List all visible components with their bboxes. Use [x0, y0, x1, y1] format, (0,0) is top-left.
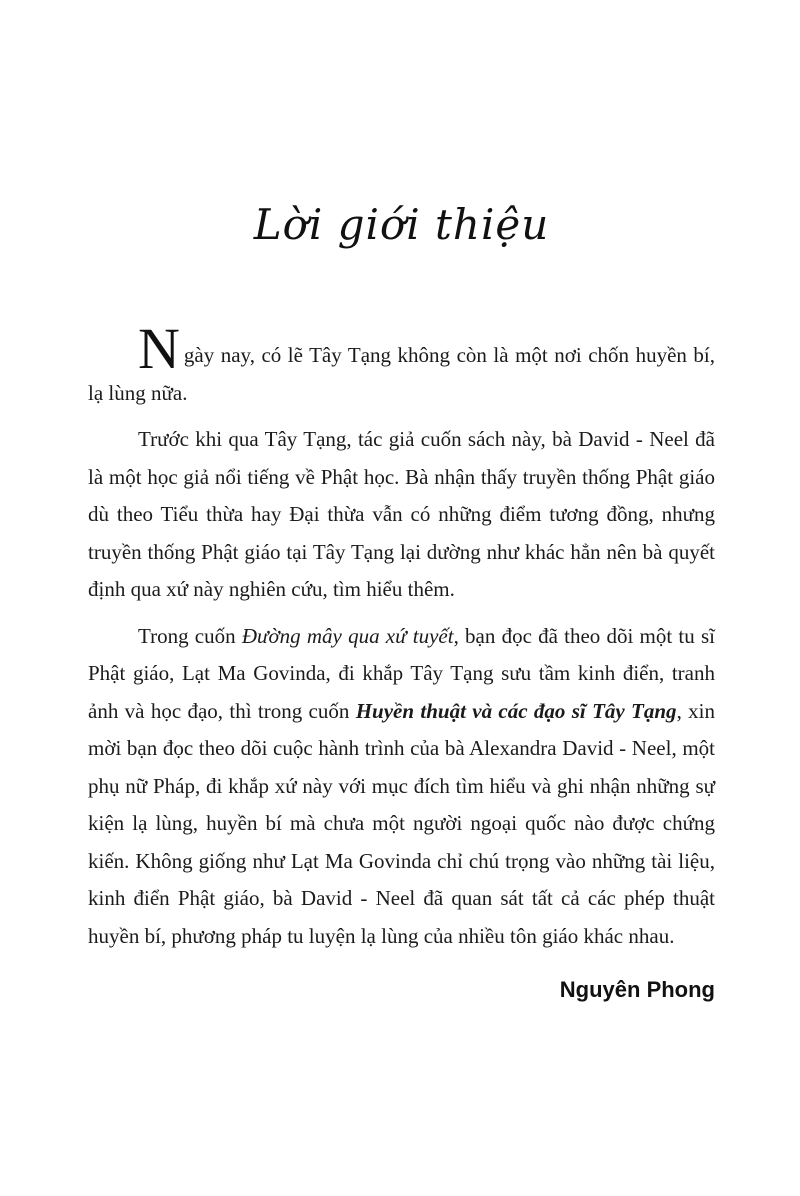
body-paragraphs: [88, 316, 715, 955]
paragraph: [88, 421, 715, 609]
text-segment: Trong cuốn: [138, 623, 242, 648]
paragraph: [88, 618, 715, 956]
drop-cap: N: [138, 316, 180, 381]
text-segment: , bạn đọc đã theo dõi một tu sĩ Phật giáo, Lạt Ma Govinda, đi khắp Tây Tạng sưu tầm kinh điển, tranh ảnh và học đạo, thì trong cuốn: [88, 623, 715, 723]
text-segment: Đường mây qua xứ tuyết: [241, 623, 454, 648]
paragraph: [88, 316, 715, 412]
text-segment: , xin mời bạn đọc theo dõi cuộc hành trình của bà Alexandra David - Neel, một phụ nữ Pháp, đi khắp xứ này với mục đích tìm hiểu và ghi nhận những sự kiện lạ lùng, huyền bí mà chưa một người ngoại quốc nào được chứng kiến. Không giống như Lạt Ma Govinda chỉ chú trọng vào những tài liệu, kinh điển Phật giáo, bà David - Neel đã quan sát tất cả các phép thuật huyền bí, phương pháp tu luyện lạ lùng của nhiều tôn giáo khác nhau.: [88, 698, 715, 948]
author-signature: Nguyên Phong: [559, 977, 715, 1002]
text-segment: Huyền thuật và các đạo sĩ Tây Tạng: [355, 698, 677, 723]
page-title: Lời giới thiệu: [253, 200, 550, 249]
text-segment: gày nay, có lẽ Tây Tạng không còn là một nơi chốn huyền bí, lạ lùng nữa.: [88, 343, 715, 405]
text-segment: Trước khi qua Tây Tạng, tác giả cuốn sách này, bà David - Neel đã là một học giả nổi tiếng về Phật học. Bà nhận thấy truyền thống Phật giáo dù theo Tiểu thừa hay Đại thừa vẫn có những điểm tương đồng, nhưng truyền thống Phật giáo tại Tây Tạng lại dường như khác hẳn nên bà quyết định qua xứ này nghiên cứu, tìm hiểu thêm.: [88, 427, 715, 601]
